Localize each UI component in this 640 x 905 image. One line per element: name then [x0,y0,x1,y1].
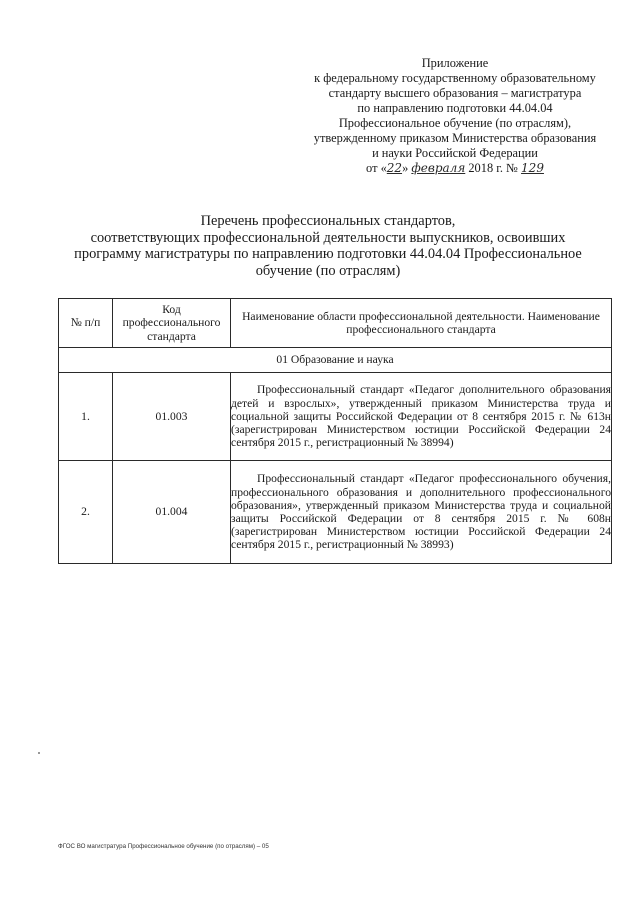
appendix-block [300,56,610,176]
row-code: 01.003 [113,373,231,461]
row-num: 2. [59,461,113,564]
appendix-line: Приложение [421,56,489,70]
handwritten-day: 22 [386,161,403,175]
standards-table [58,298,612,564]
date-year: 2018 г. № [465,161,522,175]
row-description [231,461,612,564]
title-line: Перечень профессиональных стандартов, [200,213,456,229]
header-name: Наименование области профессиональной деятельности. Наименование профессионального стандарта [231,299,612,348]
appendix-line: по направлению подготовки 44.04.04 [357,101,553,115]
appendix-line: стандарту высшего образования – магистратура [328,86,582,100]
document-title [58,213,598,279]
table-row [59,373,612,461]
section-title: 01 Образование и наука [59,348,612,373]
row-code: 01.004 [113,461,231,564]
section-row [59,348,612,373]
header-num: № п/п [59,299,113,348]
appendix-line: к федеральному государственному образовательному [314,71,596,85]
handwritten-month: февраля [411,161,466,175]
title-line: соответствующих профессиональной деятельности выпускников, освоивших [90,229,566,246]
appendix-line: и науки Российской Федерации [372,146,538,160]
page-footer: ФГОС ВО магистратура Профессиональное обучение (по отраслям) – 05 [58,843,269,850]
table-header-row [59,299,612,348]
row-description [231,373,612,461]
handwritten-order-number: 129 [521,161,544,175]
row-num: 1. [59,373,113,461]
date-mid: » [402,161,412,175]
appendix-line: Профессиональное обучение (по отраслям), [338,116,572,130]
row-description-text: Профессиональный стандарт «Педагог дополнительного образования детей и взрослых», утвержденный приказом Министерства труда и социальной защиты Российской Федерации от 8 сентября 2015 г. № 613н (зарегистрирован Министерством юстиции Российской Федерации 24 сентября 2015 г., регистрационный № 38994) [231,383,611,450]
date-prefix: от « [366,161,387,175]
header-code: Код профессионального стандарта [113,299,231,348]
appendix-line: утвержденному приказом Министерства образования [313,131,597,145]
order-date-line [300,161,610,176]
table-row [59,461,612,564]
row-description-text: Профессиональный стандарт «Педагог профессионального обучения, профессионального образования и дополнительного профессионального образования», утвержденный приказом Министерства труда и социальной защиты Российской Федерации от 8 сентября 2015 г. № 608н (зарегистрирован Министерством юстиции Российской Федерации 24 сентября 2015 г., регистрационный № 38993) [231,472,611,552]
title-line: обучение (по отраслям) [255,262,401,279]
scan-speck [38,752,40,754]
title-line: программу магистратуры по направлению подготовки 44.04.04 Профессиональное [74,246,582,262]
